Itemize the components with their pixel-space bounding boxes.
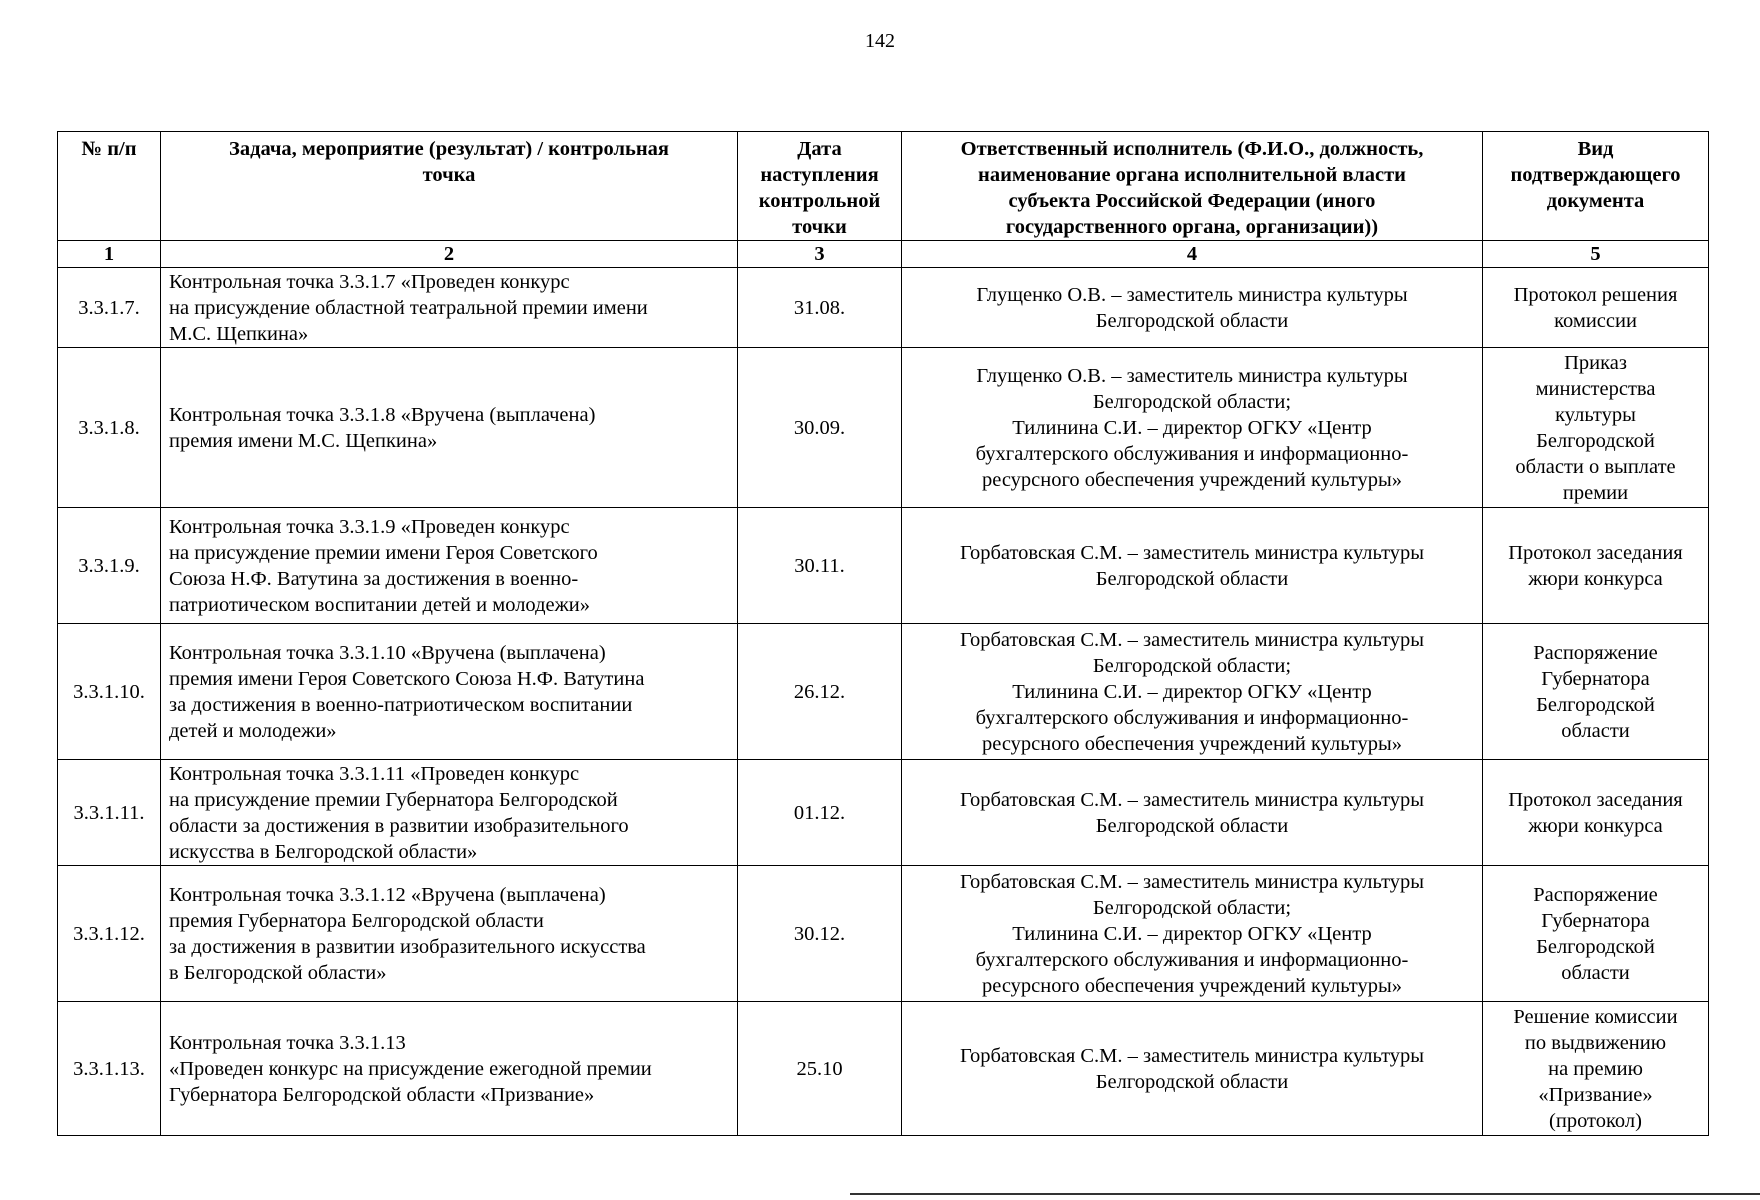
row-number: 3.3.1.8. bbox=[58, 348, 161, 508]
page-bottom-rule bbox=[850, 1193, 1760, 1195]
column-number: 4 bbox=[902, 241, 1483, 268]
row-document: Решение комиссии по выдвижению на премию «Призвание» (протокол) bbox=[1483, 1002, 1709, 1136]
row-number: 3.3.1.11. bbox=[58, 760, 161, 866]
column-number: 1 bbox=[58, 241, 161, 268]
row-date: 26.12. bbox=[738, 624, 902, 760]
row-number: 3.3.1.13. bbox=[58, 1002, 161, 1136]
page-number: 142 bbox=[865, 30, 895, 52]
row-responsible: Горбатовская С.М. – заместитель министра культуры Белгородской области; Тилинина С.И. – директор ОГКУ «Центр бухгалтерского обслуживания и информационно- ресурсного обеспечения учреждений культуры» bbox=[902, 624, 1483, 760]
row-number: 3.3.1.9. bbox=[58, 508, 161, 624]
column-number: 5 bbox=[1483, 241, 1709, 268]
column-numbers-row bbox=[58, 241, 1709, 268]
row-responsible: Горбатовская С.М. – заместитель министра культуры Белгородской области bbox=[902, 760, 1483, 866]
row-date: 31.08. bbox=[738, 268, 902, 348]
row-document: Распоряжение Губернатора Белгородской области bbox=[1483, 866, 1709, 1002]
table-row bbox=[58, 348, 1709, 508]
row-document: Протокол заседания жюри конкурса bbox=[1483, 760, 1709, 866]
row-number: 3.3.1.7. bbox=[58, 268, 161, 348]
row-date: 30.12. bbox=[738, 866, 902, 1002]
table-header-row bbox=[58, 132, 1709, 241]
row-task: Контрольная точка 3.3.1.13 «Проведен конкурс на присуждение ежегодной премии Губернатора Белгородской области «Призвание» bbox=[161, 1002, 738, 1136]
row-document: Распоряжение Губернатора Белгородской области bbox=[1483, 624, 1709, 760]
row-task: Контрольная точка 3.3.1.11 «Проведен конкурс на присуждение премии Губернатора Белгородской области за достижения в развитии изобразительного искусства в Белгородской области» bbox=[161, 760, 738, 866]
row-responsible: Горбатовская С.М. – заместитель министра культуры Белгородской области; Тилинина С.И. – директор ОГКУ «Центр бухгалтерского обслуживания и информационно- ресурсного обеспечения учреждений культуры» bbox=[902, 866, 1483, 1002]
row-responsible: Глущенко О.В. – заместитель министра культуры Белгородской области; Тилинина С.И. – директор ОГКУ «Центр бухгалтерского обслуживания и информационно- ресурсного обеспечения учреждений культуры» bbox=[902, 348, 1483, 508]
row-responsible: Горбатовская С.М. – заместитель министра культуры Белгородской области bbox=[902, 508, 1483, 624]
row-number: 3.3.1.10. bbox=[58, 624, 161, 760]
header-date: Дата наступления контрольной точки bbox=[738, 132, 902, 241]
column-number: 2 bbox=[161, 241, 738, 268]
row-task: Контрольная точка 3.3.1.10 «Вручена (выплачена) премия имени Героя Советского Союза Н.Ф. Ватутина за достижения в военно-патриотическом воспитании детей и молодежи» bbox=[161, 624, 738, 760]
column-number: 3 bbox=[738, 241, 902, 268]
row-task: Контрольная точка 3.3.1.12 «Вручена (выплачена) премия Губернатора Белгородской области за достижения в развитии изобразительного искусства в Белгородской области» bbox=[161, 866, 738, 1002]
table-row bbox=[58, 866, 1709, 1002]
header-task: Задача, мероприятие (результат) / контрольная точка bbox=[161, 132, 738, 241]
row-task: Контрольная точка 3.3.1.7 «Проведен конкурс на присуждение областной театральной премии имени М.С. Щепкина» bbox=[161, 268, 738, 348]
row-task: Контрольная точка 3.3.1.9 «Проведен конкурс на присуждение премии имени Героя Советского Союза Н.Ф. Ватутина за достижения в военно- патриотическом воспитании детей и молодежи» bbox=[161, 508, 738, 624]
row-document: Приказ министерства культуры Белгородской области о выплате премии bbox=[1483, 348, 1709, 508]
table-row bbox=[58, 760, 1709, 866]
row-date: 30.11. bbox=[738, 508, 902, 624]
row-document: Протокол решения комиссии bbox=[1483, 268, 1709, 348]
row-date: 25.10 bbox=[738, 1002, 902, 1136]
table-row bbox=[58, 624, 1709, 760]
row-date: 01.12. bbox=[738, 760, 902, 866]
header-responsible: Ответственный исполнитель (Ф.И.О., должность, наименование органа исполнительной власти субъекта Российской Федерации (иного государственного органа, организации)) bbox=[902, 132, 1483, 241]
row-number: 3.3.1.12. bbox=[58, 866, 161, 1002]
table-row bbox=[58, 1002, 1709, 1136]
table-row bbox=[58, 268, 1709, 348]
control-points-table bbox=[57, 131, 1709, 1136]
row-task: Контрольная точка 3.3.1.8 «Вручена (выплачена) премия имени М.С. Щепкина» bbox=[161, 348, 738, 508]
header-document: Вид подтверждающего документа bbox=[1483, 132, 1709, 241]
table-row bbox=[58, 508, 1709, 624]
row-date: 30.09. bbox=[738, 348, 902, 508]
row-document: Протокол заседания жюри конкурса bbox=[1483, 508, 1709, 624]
header-num: № п/п bbox=[58, 132, 161, 241]
row-responsible: Горбатовская С.М. – заместитель министра культуры Белгородской области bbox=[902, 1002, 1483, 1136]
row-responsible: Глущенко О.В. – заместитель министра культуры Белгородской области bbox=[902, 268, 1483, 348]
